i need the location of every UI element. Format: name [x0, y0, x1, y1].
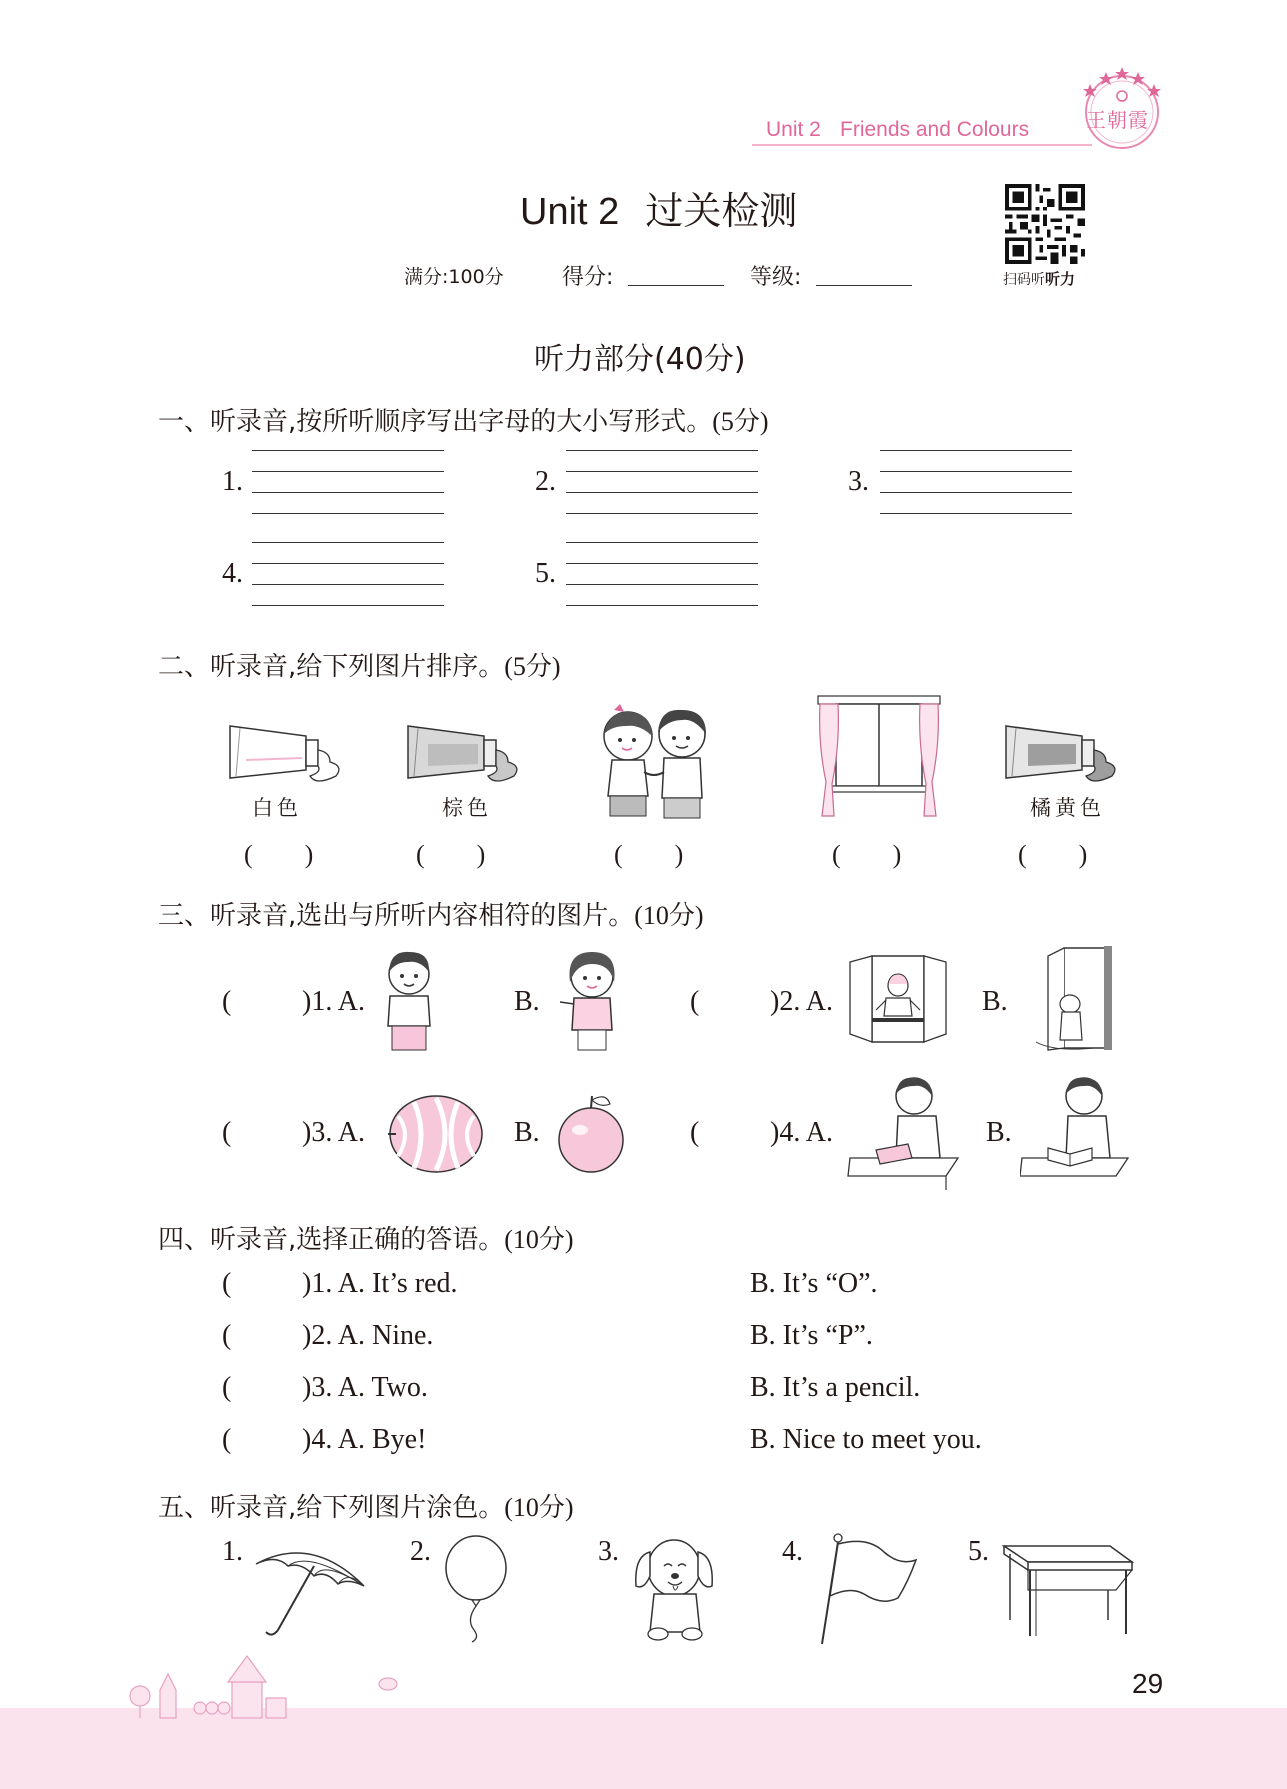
q1-num-2: 2. — [535, 466, 556, 497]
children-shaking-hands-image — [590, 702, 720, 824]
peach-image — [554, 1090, 628, 1180]
q3-open-paren-2[interactable]: ( — [690, 986, 700, 1017]
q1-grid-line[interactable] — [880, 471, 1072, 472]
q1-item-1 — [222, 466, 252, 498]
girl-at-window-image — [846, 952, 950, 1052]
q5-points: (10分) — [504, 1493, 574, 1522]
q1-grid-line[interactable] — [252, 563, 444, 564]
score-label: 得分: — [562, 265, 614, 290]
q3-item-1: )1. A. — [302, 986, 365, 1017]
q4-option-a-4: )4. A. Bye! — [302, 1424, 427, 1455]
castle-decoration-icon — [120, 1646, 320, 1724]
paint-tube-white-image — [226, 714, 354, 790]
q3-item-4: )4. A. — [770, 1117, 833, 1148]
publisher-logo — [1076, 62, 1168, 154]
q1-item-3 — [848, 466, 869, 498]
title-name: 过关检测 — [645, 189, 798, 233]
q4-open-paren-2[interactable]: ( — [222, 1320, 232, 1351]
q4-points: (10分) — [504, 1225, 574, 1254]
q4-open-paren-4[interactable]: ( — [222, 1424, 232, 1455]
q1-grid-line[interactable] — [252, 492, 444, 493]
q3-open-paren-1[interactable]: ( — [222, 986, 232, 1017]
q5-num-3: 3. — [598, 1536, 619, 1567]
q1-num-4: 4. — [222, 558, 243, 589]
q3-heading — [158, 895, 704, 932]
q4-option-b-2: B. It’s “P”. — [750, 1320, 873, 1351]
qr-label — [1003, 268, 1075, 289]
q1-grid-line[interactable] — [566, 605, 758, 606]
q1-grid-line[interactable] — [566, 471, 758, 472]
q2-answer-4[interactable]: ( ) — [832, 840, 902, 869]
label-white: 白色 — [252, 796, 302, 820]
q1-item-4 — [222, 558, 243, 590]
qr-label-prefix: 扫码听 — [1003, 272, 1045, 288]
q1-grid-line[interactable] — [880, 513, 1072, 514]
q1-grid-line[interactable] — [252, 584, 444, 585]
dog-image — [628, 1532, 720, 1648]
q1-grid-line[interactable] — [252, 513, 444, 514]
q4-option-a-2: )2. A. Nine. — [302, 1320, 434, 1351]
qr-code[interactable] — [1005, 184, 1085, 264]
q3-item-3: )3. A. — [302, 1117, 365, 1148]
q1-grid-line[interactable] — [880, 450, 1072, 451]
q4-heading — [158, 1219, 574, 1256]
q5-num-4: 4. — [782, 1536, 803, 1567]
q1-grid-line[interactable] — [880, 492, 1072, 493]
q1-num-5: 5. — [535, 558, 556, 589]
q5-heading-text: 五、听录音,给下列图片涂色。 — [158, 1493, 505, 1523]
q1-grid-line[interactable] — [566, 513, 758, 514]
q4-heading-text: 四、听录音,选择正确的答语。 — [158, 1225, 505, 1255]
q3-open-paren-3[interactable]: ( — [222, 1117, 232, 1148]
header-unit-text: Unit 2 — [766, 118, 821, 141]
window-curtains-image — [816, 694, 942, 822]
q1-heading-text: 一、听录音,按所听顺序写出字母的大小写形式。 — [158, 407, 713, 437]
girl-image — [556, 946, 626, 1056]
q2-answer-2[interactable]: ( ) — [416, 840, 486, 869]
qr-label-bold: 听力 — [1045, 270, 1076, 288]
paint-tube-brown-image — [404, 714, 532, 790]
label-orange: 橘黄色 — [1030, 796, 1105, 820]
q3-heading-text: 三、听录音,选出与所听内容相符的图片。 — [158, 901, 635, 931]
q3-option-b-1: B. — [514, 986, 540, 1017]
q1-points: (5分) — [712, 407, 769, 436]
logo-text: 王朝霞 — [1086, 108, 1149, 132]
q1-grid-line[interactable] — [566, 584, 758, 585]
umbrella-image — [252, 1540, 368, 1644]
title-unit: Unit 2 — [520, 191, 620, 233]
desk-image — [998, 1540, 1136, 1644]
label-brown: 棕色 — [442, 796, 492, 820]
boy-reading-image — [1020, 1074, 1132, 1194]
q4-option-a-1: )1. A. It’s red. — [302, 1268, 458, 1299]
q1-grid-line[interactable] — [566, 563, 758, 564]
q4-option-b-4: B. Nice to meet you. — [750, 1424, 982, 1455]
q4-open-paren-3[interactable]: ( — [222, 1372, 232, 1403]
q4-open-paren-1[interactable]: ( — [222, 1268, 232, 1299]
q2-answer-3[interactable]: ( ) — [614, 840, 684, 869]
q1-grid-line[interactable] — [252, 450, 444, 451]
paint-tube-orange-image — [1002, 714, 1130, 790]
header-unit — [766, 118, 821, 142]
q1-grid-line[interactable] — [252, 471, 444, 472]
q1-heading — [158, 401, 769, 438]
q2-answer-1[interactable]: ( ) — [244, 840, 314, 869]
q1-grid-line[interactable] — [252, 605, 444, 606]
q5-num-5: 5. — [968, 1536, 989, 1567]
q1-grid-line[interactable] — [566, 542, 758, 543]
header-rule — [752, 144, 1092, 146]
q1-item-2 — [535, 466, 556, 498]
q5-heading — [158, 1487, 574, 1524]
q1-num-3: 3. — [848, 466, 869, 497]
q4-option-b-3: B. It’s a pencil. — [750, 1372, 921, 1403]
q3-option-b-4: B. — [986, 1117, 1012, 1148]
q3-option-b-3: B. — [514, 1117, 540, 1148]
balloon-image — [436, 1534, 514, 1648]
page-title — [520, 180, 797, 235]
section-title: 听力部分(40分) — [534, 342, 746, 377]
door-dog-image — [1034, 944, 1124, 1060]
q3-open-paren-4[interactable]: ( — [690, 1117, 700, 1148]
q3-points: (10分) — [634, 901, 704, 930]
q4-option-b-1: B. It’s “O”. — [750, 1268, 878, 1299]
boy-image — [376, 946, 442, 1056]
q3-option-b-2: B. — [982, 986, 1008, 1017]
q1-grid-line[interactable] — [566, 492, 758, 493]
q2-answer-5[interactable]: ( ) — [1018, 840, 1088, 869]
q5-num-2: 2. — [410, 1536, 431, 1567]
grade-blank[interactable] — [816, 285, 912, 286]
q5-num-1: 1. — [222, 1536, 243, 1567]
boy-drawing-image — [846, 1074, 962, 1194]
flag-image — [808, 1532, 918, 1650]
watermelon-image — [384, 1090, 486, 1180]
header-subtitle: Friends and Colours — [840, 118, 1030, 141]
q4-option-a-3: )3. A. Two. — [302, 1372, 428, 1403]
q1-grid-line[interactable] — [566, 450, 758, 451]
q2-points: (5分) — [504, 652, 561, 681]
q2-heading — [158, 646, 561, 683]
page-number: 29 — [1132, 1668, 1164, 1699]
full-score: 满分:100分 — [404, 266, 504, 288]
grade-label: 等级: — [750, 265, 802, 290]
score-blank[interactable] — [628, 285, 724, 286]
bird-decoration-icon — [376, 1674, 400, 1696]
q3-item-2: )2. A. — [770, 986, 833, 1017]
q1-item-5 — [535, 558, 556, 590]
q2-heading-text: 二、听录音,给下列图片排序。 — [158, 652, 505, 682]
q1-grid-line[interactable] — [252, 542, 444, 543]
q1-num-1: 1. — [222, 466, 243, 497]
